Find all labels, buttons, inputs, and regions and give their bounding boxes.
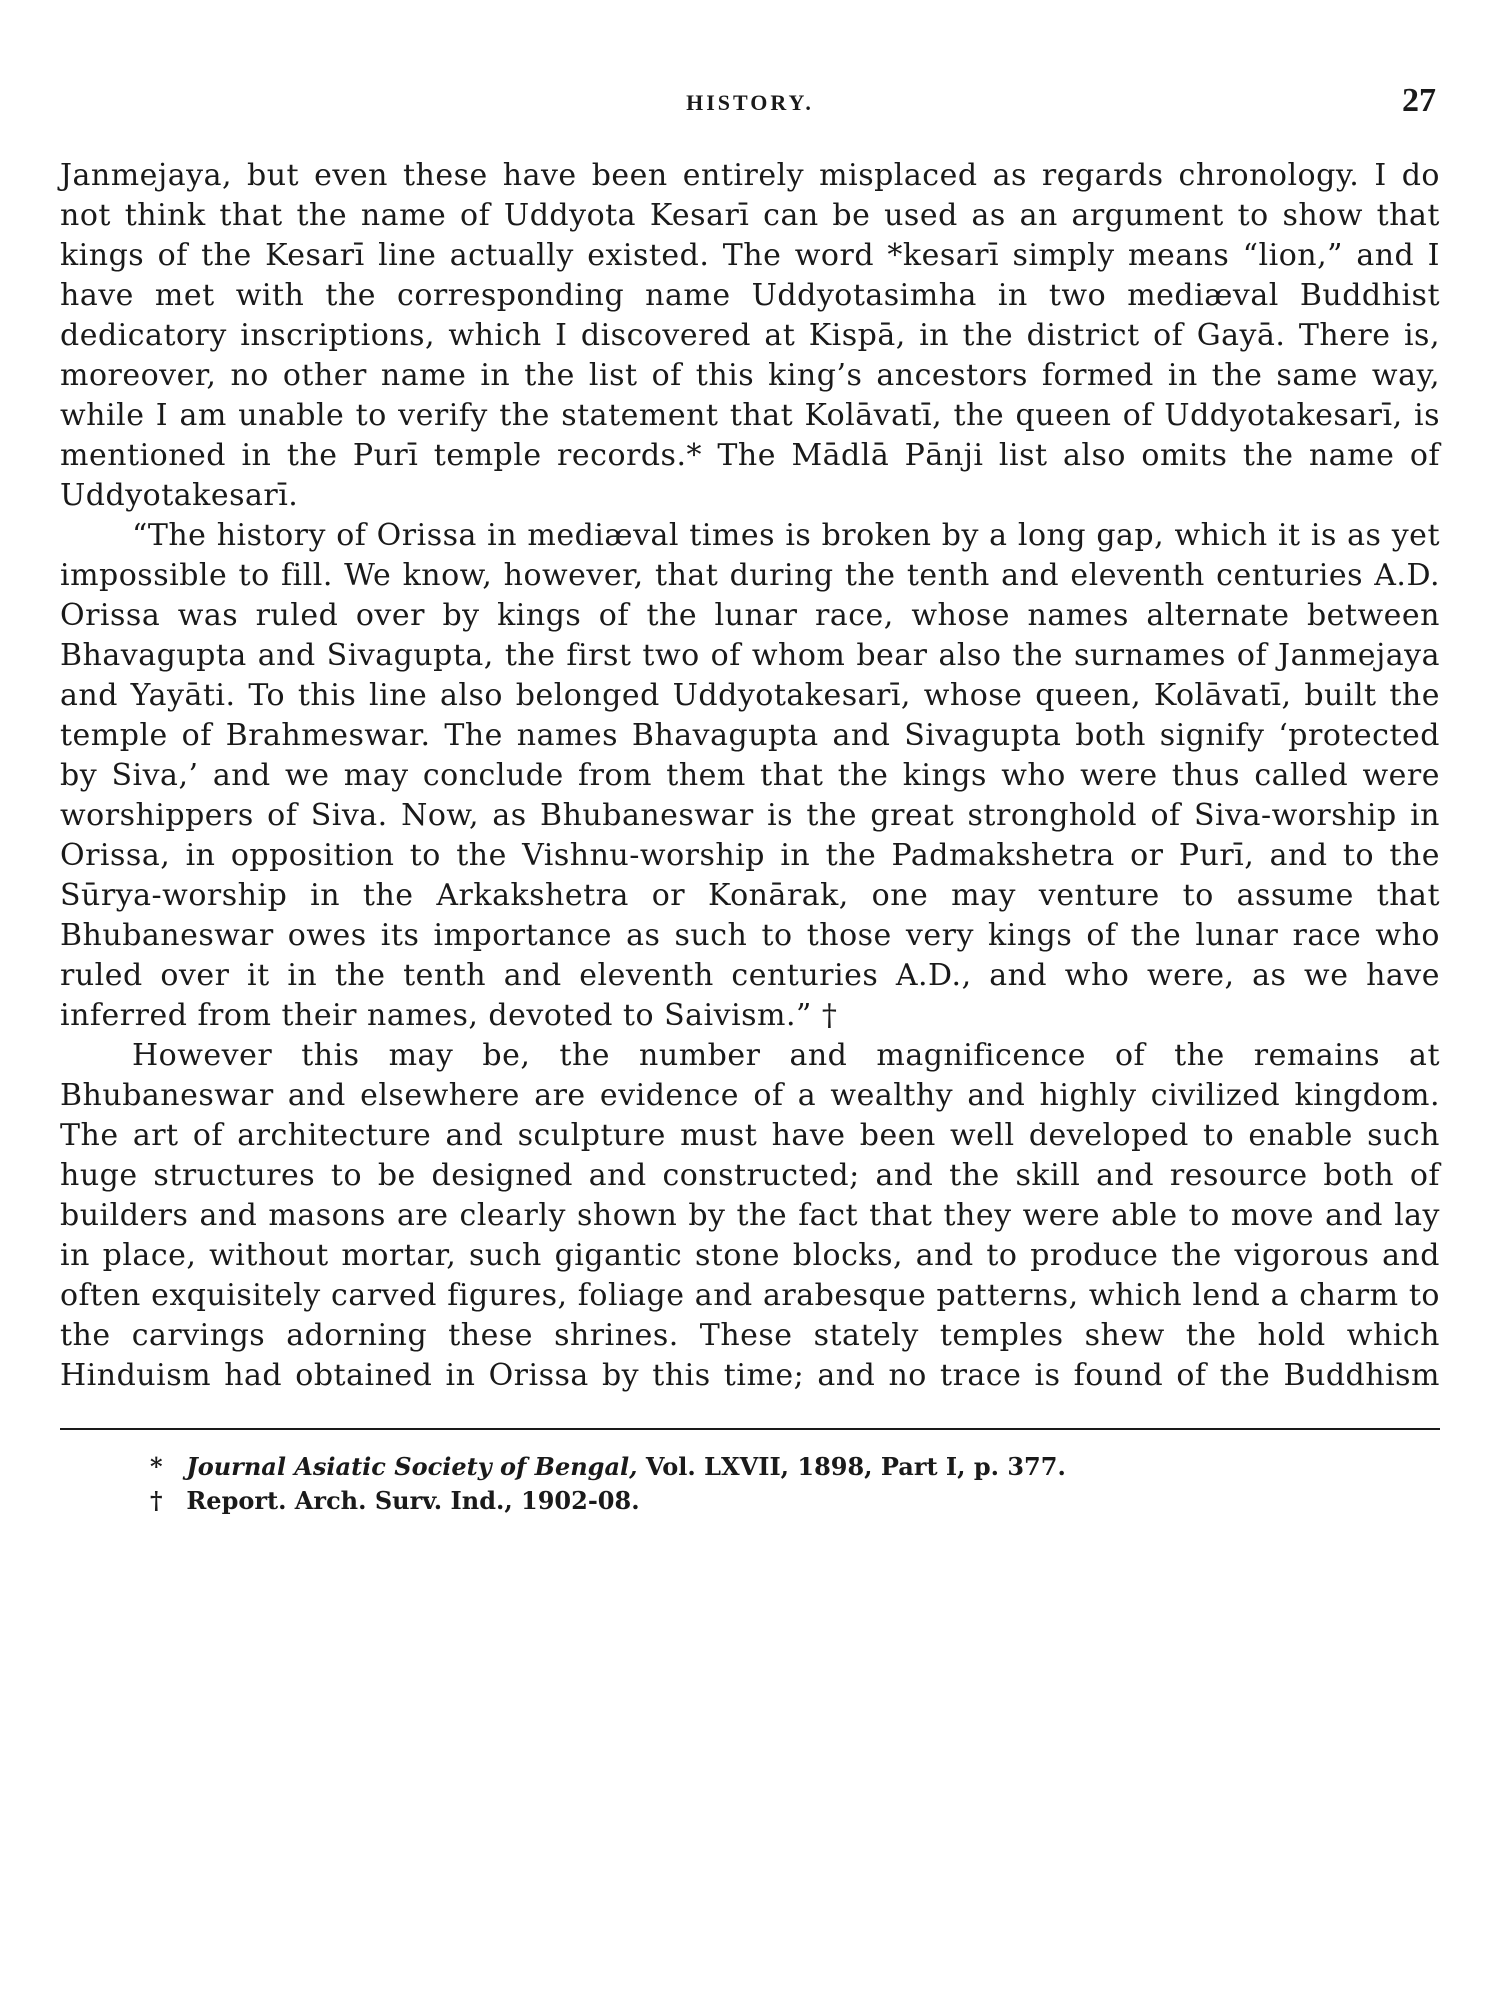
footnote-mark: *: [150, 1452, 163, 1481]
page-number: 27: [1402, 82, 1436, 119]
paragraph: Janmejaya, but even these have been entirely misplaced as regards chronology. I do not think that the name of Uddyota Kesarī can be used as an argument to show that kings of the Kesarī line actually existed. The word *kesarī simply means “lion,” and I have met with the corresponding name Uddyotasimha in two mediæval Buddhist dedicatory inscriptions, which I discovered at Kispā, in the district of Gayā. There is, moreover, no other name in the list of this king’s ancestors formed in the same way, while I am unable to verify the statement that Kolāvatī, the queen of Uddyotakesarī, is mentioned in the Purī temple records.* The Mādlā Pānji list also omits the name of Uddyotakesarī.: [60, 158, 1440, 513]
footnote-text: Report. Arch. Surv. Ind., 1902-08.: [186, 1486, 640, 1515]
footnote: [150, 1484, 1440, 1518]
running-head: [60, 80, 1440, 136]
body-text: [60, 156, 1440, 1396]
paragraph: “The history of Orissa in mediæval times is broken by a long gap, which it is as yet impossible to fill. We know, however, that during the tenth and eleventh centuries A.D. Orissa was ruled over by kings of the lunar race, whose names alternate between Bhavagupta and Sivagupta, the first two of whom bear also the surnames of Janmejaya and Yayāti. To this line also belonged Uddyotakesarī, whose queen, Kolāvatī, built the temple of Brahmeswar. The names Bhavagupta and Sivagupta both signify ‘protected by Siva,’ and we may conclude from them that the kings who were thus called were worshippers of Siva. Now, as Bhubaneswar is the great stronghold of Siva-worship in Orissa, in opposition to the Vishnu-worship in the Padmakshetra or Purī, and to the Sūrya-worship in the Arkakshetra or Konārak, one may venture to assume that Bhubaneswar owes its importance as such to those very kings of the lunar race who ruled over it in the tenth and eleventh centuries A.D., and who were, as we have inferred from their names, devoted to Saivism.” †: [60, 518, 1440, 1033]
footnote-rule: [60, 1428, 1440, 1430]
running-title: HISTORY.: [686, 90, 814, 115]
footnote-mark: †: [150, 1486, 163, 1515]
paragraph: However this may be, the number and magnificence of the remains at Bhubaneswar and elsewhere are evidence of a wealthy and highly civilized kingdom. The art of architecture and sculpture must have been well developed to enable such huge structures to be designed and constructed; and the skill and resource both of builders and masons are clearly shown by the fact that they were able to move and lay in place, without mortar, such gigantic stone blocks, and to produce the vigorous and often exquisitely carved figures, foliage and arabesque patterns, which lend a charm to the carvings adorning these shrines. These stately temples shew the hold which Hinduism had obtained in Orissa by this time; and no trace is found of the Buddhism: [60, 1038, 1440, 1393]
footnotes: [60, 1450, 1440, 1518]
footnote-journal: Journal Asiatic Society of Bengal,: [186, 1452, 638, 1481]
footnote-text: Vol. LXVII, 1898, Part I, p. 377.: [645, 1452, 1066, 1481]
footnote: [150, 1450, 1440, 1484]
book-page: [60, 80, 1440, 1960]
